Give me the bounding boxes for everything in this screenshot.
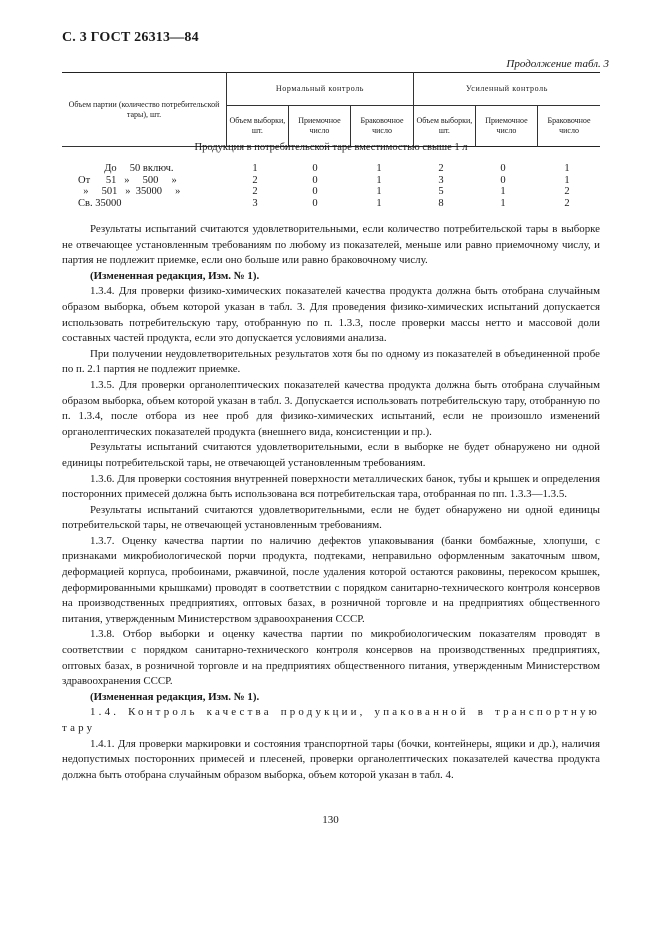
table-cell: 1 [376, 197, 382, 209]
table-cell: 0 [312, 197, 318, 209]
table-cell: 0 [312, 186, 318, 198]
table-cell: 1 [376, 174, 382, 186]
lot-volume-cell: Св. 35000 [78, 197, 122, 209]
lot-volume-cell: » 501 » 35000 » [78, 186, 181, 198]
table-cell: 3 [438, 174, 444, 186]
paragraph: Результаты испытаний считаются удовлетворительными, если количество потребительской тары в выборке не отвечающее установленным требованиям по любому из показателей, меньше или равно приемочному числу, и партия не подлежит приемке, если оно больше или равно браковочному числу. [62, 223, 600, 267]
amendment-note: (Измененная редакция, Изм. № 1). [90, 269, 260, 282]
normal-reject-number-header: Браковочное число [351, 106, 414, 147]
paragraph: Результаты испытаний считаются удовлетворительными, если не будет обнаружено ни одной единицы потребительской тары, не отвечающей установленным требованиям. [62, 503, 600, 532]
table-row [62, 198, 600, 210]
table-row [62, 163, 600, 175]
section-heading: 1.4. Контроль качества продукции, упакованной в транспортную тару [62, 706, 600, 734]
strict-control-header: Усиленный контроль [413, 73, 600, 106]
paragraph: 1.3.4. Для проверки физико-химических показателей качества продукта должна быть отобрана случайным образом выборка, объем которой указан в табл. 3. Для проведения физико-химических испытаний допускается использовать потребительскую тару, отобранную по п. 1.3.3, после проверки массы нетто и массовой доли составных частей продукта, если это допускается условиями анализа. [62, 285, 600, 345]
table-cell: 1 [564, 174, 570, 186]
paragraph: 1.3.8. Отбор выборки и оценку качества партии по микробиологическим показателям проводят в соответствии с порядком санитарно-технического контроля консервов на производственных предприятиях, оптовых базах, в розничной торговле и на предприятиях общественного питания, утвержденным Министерством здравоохранения СССР. [62, 628, 600, 688]
paragraph: 1.3.7. Оценку качества партии по наличию дефектов упаковывания (банки бомбажные, хлопуши, с признаками микробиологической порчи продукта, подтеками, неправильно оформленным закаточным швом, деформацией корпуса, пробоинами, ржавчиной, после удаления которой остаются раковины, перекосом крышек, деформированными крышками) проводят в соответствии с порядком санитарно-технического контроля консервов на производственных предприятиях, оптовых базах, в розничной торговле и на предприятиях общественного питания, утвержденным Министерством здравоохранения СССР. [62, 534, 600, 625]
table-continuation-label: Продолжение табл. 3 [506, 58, 609, 70]
table-cell: 0 [500, 174, 506, 186]
table-row [62, 175, 600, 187]
table-cell: 8 [438, 197, 444, 209]
paragraph: 1.3.5. Для проверки органолептических показателей качества продукта должна быть отобрана случайным образом выборка, объем которой указан в табл. 3. Допускается использовать потребительскую тару, отобранную по п. 1.3.4, после отбора из нее проб для физико-химических испытаний, если не произошло изменений органолептических показателей продукта (внешнего вида, консистенции и пр.). [62, 378, 600, 438]
table-cell: 0 [312, 174, 318, 186]
table-cell: 1 [500, 197, 506, 209]
paragraph: При получении неудовлетворительных результатов хотя бы по одному из показателей в объединенной пробе по п. 2.1 партия не подлежит приемке. [62, 347, 600, 376]
table-cell: 5 [438, 186, 444, 198]
table-cell: 1 [252, 163, 258, 174]
normal-sample-size-header: Объем выборки, шт. [227, 106, 289, 147]
body-text [62, 222, 600, 783]
table-cell: 2 [438, 163, 444, 174]
lot-volume-cell: От 51 » 500 » [78, 174, 177, 186]
table-cell: 1 [564, 163, 570, 174]
table-cell: 2 [564, 197, 570, 209]
lot-volume-cell: До 50 включ. [78, 163, 174, 174]
strict-reject-number-header: Браковочное число [538, 106, 600, 147]
paragraph: 1.4.1. Для проверки маркировки и состояния транспортной тары (бочки, контейнеры, ящики и др.), наличия недопустимых посторонних примесей и плесеней, проверки органолептических показателей качества продукта должна быть отобрана случайным образом выборка, объем которой указан в табл. 4. [62, 737, 600, 781]
table-cell: 0 [312, 163, 318, 174]
page-header: С. 3 ГОСТ 26313—84 [62, 30, 199, 45]
strict-accept-number-header: Приемочное число [475, 106, 537, 147]
table-row [62, 186, 600, 198]
table-cell: 1 [500, 186, 506, 198]
table-cell: 2 [252, 186, 258, 198]
page-number: 130 [322, 814, 339, 826]
table-cell: 2 [564, 186, 570, 198]
table-cell: 1 [376, 186, 382, 198]
table-section-subtitle: Продукция в потребительской таре вместимостью свыше 1 л [194, 142, 468, 153]
strict-sample-size-header: Объем выборки, шт. [413, 106, 475, 147]
sampling-table-header [62, 72, 600, 147]
paragraph: Результаты испытаний считаются удовлетворительными, если в выборке не будет обнаружено ни одной единицы потребительской тары, не отвечающей установленным требованиям. [62, 441, 600, 469]
table-cell: 0 [500, 163, 506, 174]
table-cell: 1 [376, 163, 382, 174]
table-cell: 2 [252, 174, 258, 186]
table-body [62, 163, 600, 209]
paragraph: 1.3.6. Для проверки состояния внутренней поверхности металлических банок, тубы и крышек и определения посторонних примесей должна быть использована вся потребительская тара, отобранная по пп. 1.3.3—1.3.5. [62, 472, 600, 501]
normal-accept-number-header: Приемочное число [288, 106, 350, 147]
table-cell: 3 [252, 197, 258, 209]
amendment-note: (Измененная редакция, Изм. № 1). [90, 690, 260, 703]
normal-control-header: Нормальный контроль [227, 73, 414, 106]
lot-volume-header: Объем партии (количество потребительской тары), шт. [62, 73, 227, 147]
